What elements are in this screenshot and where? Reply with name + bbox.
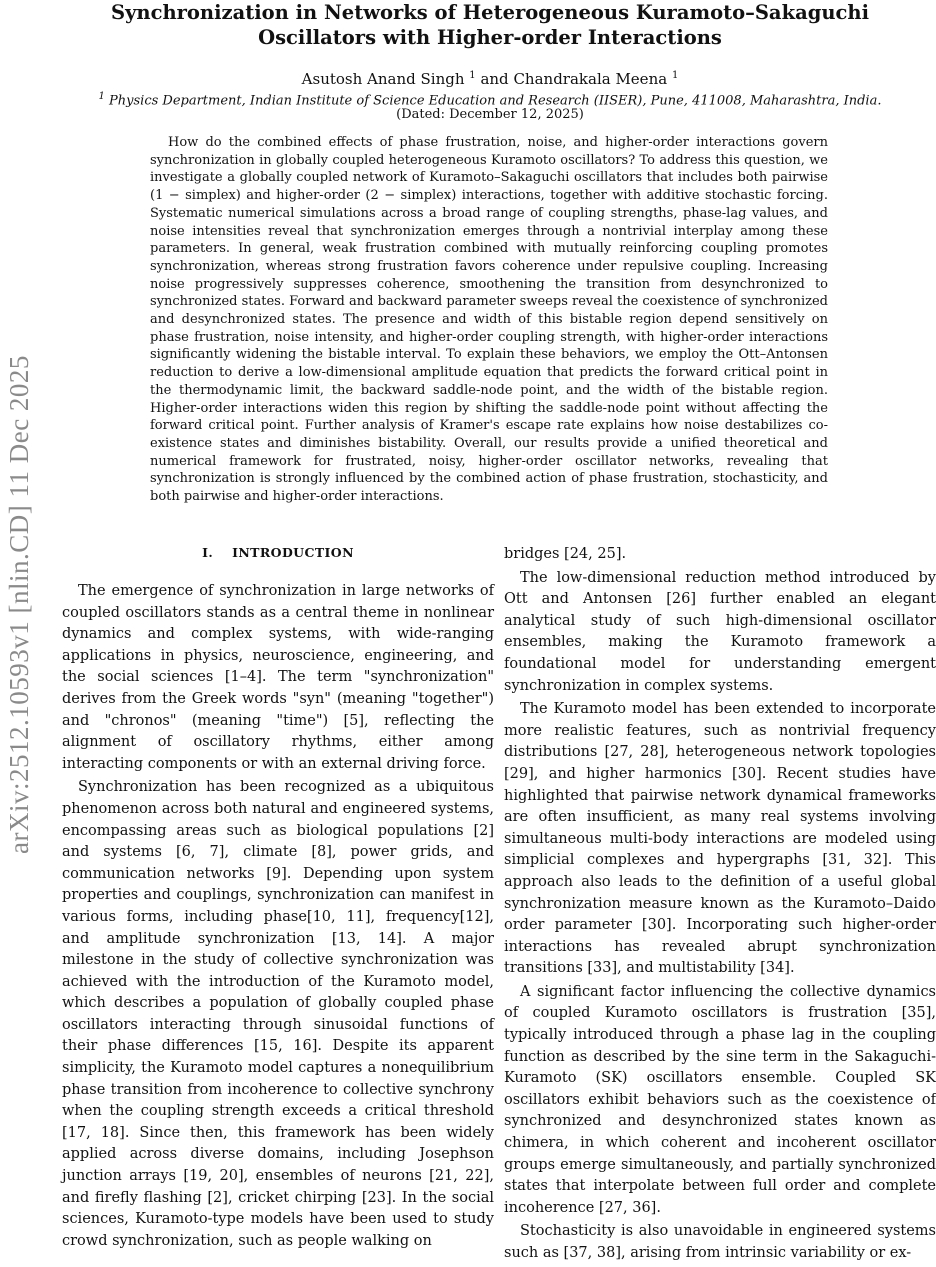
affiliation-mark: 1 <box>671 70 679 81</box>
paragraph: A significant factor influencing the collective dynamics of coupled Kuramoto oscillators is frustration [35], typically introduced through a phase lag in the coupling function as described by the sine term in the Sakaguchi-Kuramoto (SK) oscillators ensemble. Coupled SK oscillators exhibit behaviors such as the coexistence of synchronized and desynchronized states known as chimera, in which coherent and incoherent oscillator groups emerge simultaneously, and partially synchronized states that interpolate between full order and complete incoherence [27, 36]. <box>504 983 936 1216</box>
paragraph: The emergence of synchronization in large networks of coupled oscillators stands as a central theme in nonlinear dynamics and complex systems, with wide-ranging applications in physics, neuroscience, engineering, and the social sciences [1–4]. The term "synchronization" derives from the Greek words "syn" (meaning "together") and "chronos" (meaning "time") [5], reflecting the alignment of oscillatory rhythms, either among interacting components or with an external driving force. <box>62 583 494 772</box>
paper-title: Synchronization in Networks of Heterogeneous Kuramoto–Sakaguchi Oscillators with Higher-order Interactions <box>111 1 869 49</box>
paragraph: The low-dimensional reduction method introduced by Ott and Antonsen [26] further enabled an elegant analytical study of such high-dimensional oscillator ensembles, making the Kuramoto framework a foundational model for understanding emergent synchronization in complex systems. <box>504 569 936 694</box>
right-column <box>504 544 936 1267</box>
section-heading <box>62 544 494 562</box>
affiliation-mark: 1 <box>98 91 105 102</box>
author-name: Chandrakala Meena <box>513 70 668 88</box>
section-title: INTRODUCTION <box>232 545 354 560</box>
left-column <box>62 544 494 1254</box>
paragraph: The Kuramoto model has been extended to incorporate more realistic features, such as nontrivial frequency distributions [27, 28], heterogeneous network topologies [29], and higher harmonics [30]. Recent studies have highlighted that pairwise network dynamical frameworks are often insufficient, as many real systems involving simultaneous multi-body interactions are modeled using simplicial complexes and hypergraphs [31, 32]. This approach also leads to the definition of a useful global synchronization measure known as the Kuramoto–Daido order parameter [30]. Incorporating such higher-order interactions has revealed abrupt synchronization transitions [33], and multistability [34]. <box>504 701 936 977</box>
abstract: How do the combined effects of phase frustration, noise, and higher-order interactions govern synchronization in globally coupled heterogeneous Kuramoto oscillators? To address this question, we investigate a globally coupled network of Kuramoto–Sakaguchi oscillators that includes both pairwise (1 − simplex) and higher-order (2 − simplex) interactions, together with additive stochastic forcing. Systematic numerical simulations across a broad range of coupling strengths, phase-lag values, and noise intensities reveal that synchronization emerges through a nontrivial interplay among these parameters. In general, weak frustration combined with mutually reinforcing coupling promotes synchronization, whereas strong frustration favors coherence under repulsive coupling. Increasing noise progressively suppresses coherence, smoothening the transition from desynchronized to synchronized states. Forward and backward parameter sweeps reveal the coexistence of synchronized and desynchronized states. The presence and width of this bistable region depend sensitively on phase frustration, noise intensity, and higher-order coupling strength, with higher-order interactions significantly widening the bistable interval. To explain these behaviors, we employ the Ott–Antonsen reduction to derive a low-dimensional amplitude equation that predicts the forward critical point in the thermodynamic limit, the backward saddle-node point, and the width of the bistable region. Higher-order interactions widen this region by shifting the saddle-node point without affecting the forward critical point. Further analysis of Kramer's escape rate explains how noise destabilizes co-existence states and diminishes bistability. Overall, our results provide a unified theoretical and numerical framework for frustrated, noisy, higher-order oscillator networks, revealing that synchronization is strongly influenced by the combined action of phase frustration, stochasticity, and both pairwise and higher-order interactions. <box>150 135 829 505</box>
affiliation-mark: 1 <box>469 70 476 81</box>
paragraph-continued: bridges [24, 25]. <box>504 546 627 562</box>
arxiv-identifier: arXiv:2512.10593v1 [nlin.CD] 11 Dec 2025 <box>4 355 34 855</box>
paragraph: Synchronization has been recognized as a ubiquitous phenomenon across both natural and engineered systems, encompassing areas such as biological populations [2] and systems [6, 7], climate [8], power grids, and communication networks [9]. Depending upon system properties and couplings, synchronization can manifest in various forms, including phase[10, 11], frequency[12], and amplitude synchronization [13, 14]. A major milestone in the study of collective synchronization was achieved with the introduction of the Kuramoto model, which describes a population of globally coupled phase oscillators interacting through sinusoidal functions of their phase differences [15, 16]. Despite its apparent simplicity, the Kuramoto model captures a nonequilibrium phase transition from incoherence to collective synchrony when the coupling strength exceeds a critical threshold [17, 18]. Since then, this framework has been widely applied across diverse domains, including Josephson junction arrays [19, 20], ensembles of neurons [21, 22], and firefly flashing [2], cricket chirping [23]. In the social sciences, Kuramoto-type models have been used to study crowd synchronization, such as people walking on <box>62 779 494 1249</box>
paragraph: Stochasticity is also unavoidable in engineered systems such as [37, 38], arising from intrinsic variability or ex- <box>504 1223 936 1261</box>
section-number: I. <box>202 545 214 560</box>
author-name: Asutosh Anand Singh <box>301 70 465 88</box>
date-line: (Dated: December 12, 2025) <box>396 107 584 122</box>
author-joiner: and <box>480 70 509 88</box>
author-list <box>60 66 920 89</box>
affiliation-text: Physics Department, Indian Institute of Science Education and Research (IISER), Pune, 411008, Maharashtra, India. <box>109 93 882 109</box>
